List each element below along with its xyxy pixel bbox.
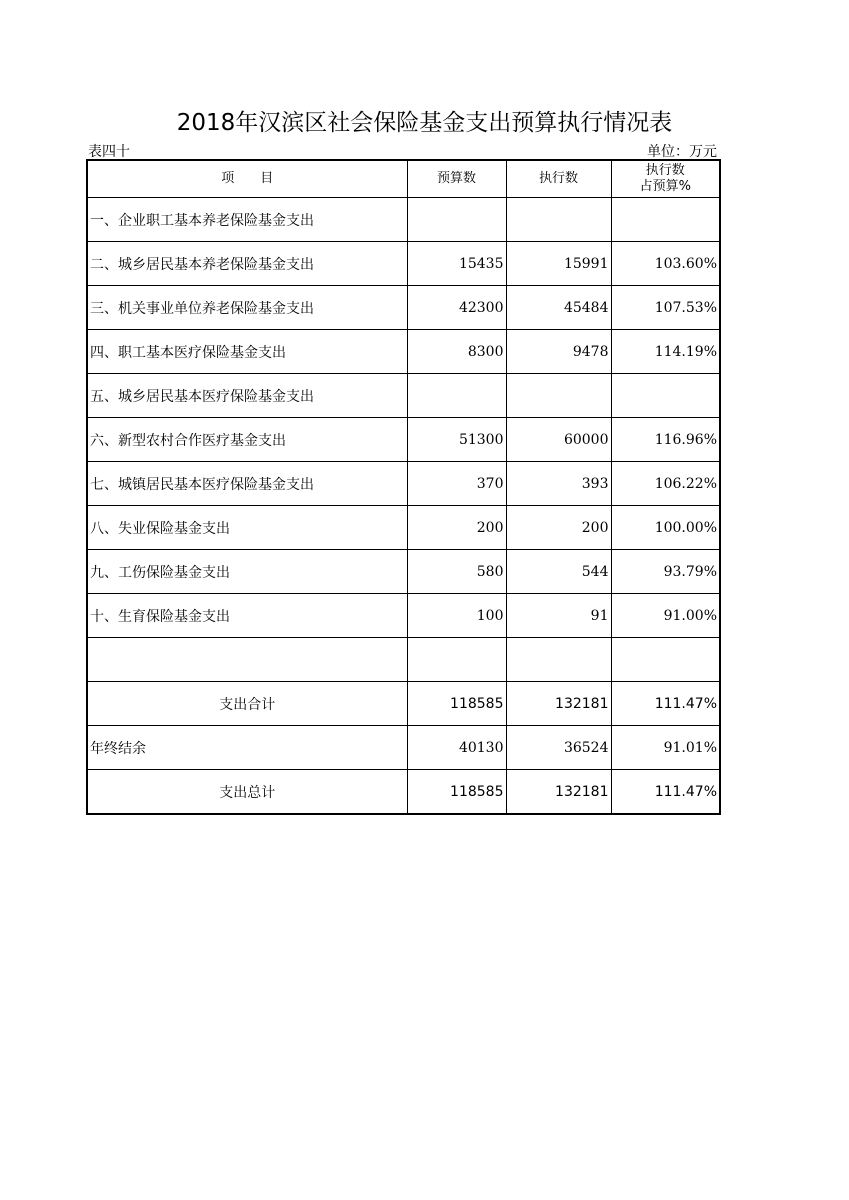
table-row — [87, 330, 720, 374]
row-name: 五、城乡居民基本医疗保险基金支出 — [87, 374, 407, 418]
row-ratio — [611, 638, 720, 682]
row-budget — [407, 198, 506, 242]
subtotal-name: 支出合计 — [87, 682, 407, 726]
table-row-empty — [87, 638, 720, 682]
row-ratio — [611, 198, 720, 242]
table-row — [87, 594, 720, 638]
row-ratio: 103.60% — [611, 242, 720, 286]
balance-actual: 36524 — [506, 726, 611, 770]
row-budget — [407, 638, 506, 682]
row-name — [87, 638, 407, 682]
row-actual — [506, 198, 611, 242]
row-budget: 100 — [407, 594, 506, 638]
subtotal-budget: 118585 — [407, 682, 506, 726]
row-budget: 370 — [407, 462, 506, 506]
subtotal-actual: 132181 — [506, 682, 611, 726]
header-budget: 预算数 — [407, 160, 506, 198]
subtotal-row — [87, 682, 720, 726]
row-actual — [506, 638, 611, 682]
balance-ratio: 91.01% — [611, 726, 720, 770]
header-actual: 执行数 — [506, 160, 611, 198]
row-name: 十、生育保险基金支出 — [87, 594, 407, 638]
table-row — [87, 198, 720, 242]
row-name: 六、新型农村合作医疗基金支出 — [87, 418, 407, 462]
total-name: 支出总计 — [87, 770, 407, 815]
expenditure-table — [86, 159, 721, 815]
row-ratio: 100.00% — [611, 506, 720, 550]
total-ratio: 111.47% — [611, 770, 720, 815]
table-row — [87, 374, 720, 418]
table-row — [87, 462, 720, 506]
balance-row — [87, 726, 720, 770]
table-label: 表四十 — [88, 144, 130, 160]
row-actual: 393 — [506, 462, 611, 506]
balance-budget: 40130 — [407, 726, 506, 770]
row-budget: 580 — [407, 550, 506, 594]
total-budget: 118585 — [407, 770, 506, 815]
row-name: 七、城镇居民基本医疗保险基金支出 — [87, 462, 407, 506]
row-actual: 45484 — [506, 286, 611, 330]
page-title: 2018年汉滨区社会保险基金支出预算执行情况表 — [176, 110, 673, 136]
row-actual: 9478 — [506, 330, 611, 374]
row-budget: 200 — [407, 506, 506, 550]
row-ratio: 116.96% — [611, 418, 720, 462]
table-row — [87, 550, 720, 594]
row-ratio: 93.79% — [611, 550, 720, 594]
row-budget: 42300 — [407, 286, 506, 330]
row-budget: 8300 — [407, 330, 506, 374]
table-row — [87, 418, 720, 462]
row-ratio — [611, 374, 720, 418]
row-name: 一、企业职工基本养老保险基金支出 — [87, 198, 407, 242]
row-ratio: 91.00% — [611, 594, 720, 638]
row-budget: 51300 — [407, 418, 506, 462]
row-name: 二、城乡居民基本养老保险基金支出 — [87, 242, 407, 286]
table-row — [87, 242, 720, 286]
unit-label: 单位：万元 — [647, 144, 717, 160]
row-ratio: 107.53% — [611, 286, 720, 330]
row-actual: 60000 — [506, 418, 611, 462]
header-ratio-line1: 执行数 — [645, 163, 685, 178]
row-name: 八、失业保险基金支出 — [87, 506, 407, 550]
row-ratio: 114.19% — [611, 330, 720, 374]
total-row — [87, 770, 720, 815]
row-name: 九、工伤保险基金支出 — [87, 550, 407, 594]
header-ratio-line2: 占预算% — [639, 179, 691, 194]
table-header-row — [87, 160, 720, 198]
row-budget — [407, 374, 506, 418]
table-row — [87, 506, 720, 550]
row-actual: 200 — [506, 506, 611, 550]
header-ratio — [611, 160, 720, 198]
balance-name: 年终结余 — [87, 726, 407, 770]
row-actual: 91 — [506, 594, 611, 638]
row-name: 三、机关事业单位养老保险基金支出 — [87, 286, 407, 330]
subtotal-ratio: 111.47% — [611, 682, 720, 726]
table-row — [87, 286, 720, 330]
row-ratio: 106.22% — [611, 462, 720, 506]
row-actual — [506, 374, 611, 418]
row-actual: 15991 — [506, 242, 611, 286]
header-item: 项 目 — [87, 160, 407, 198]
row-budget: 15435 — [407, 242, 506, 286]
row-actual: 544 — [506, 550, 611, 594]
row-name: 四、职工基本医疗保险基金支出 — [87, 330, 407, 374]
total-actual: 132181 — [506, 770, 611, 815]
